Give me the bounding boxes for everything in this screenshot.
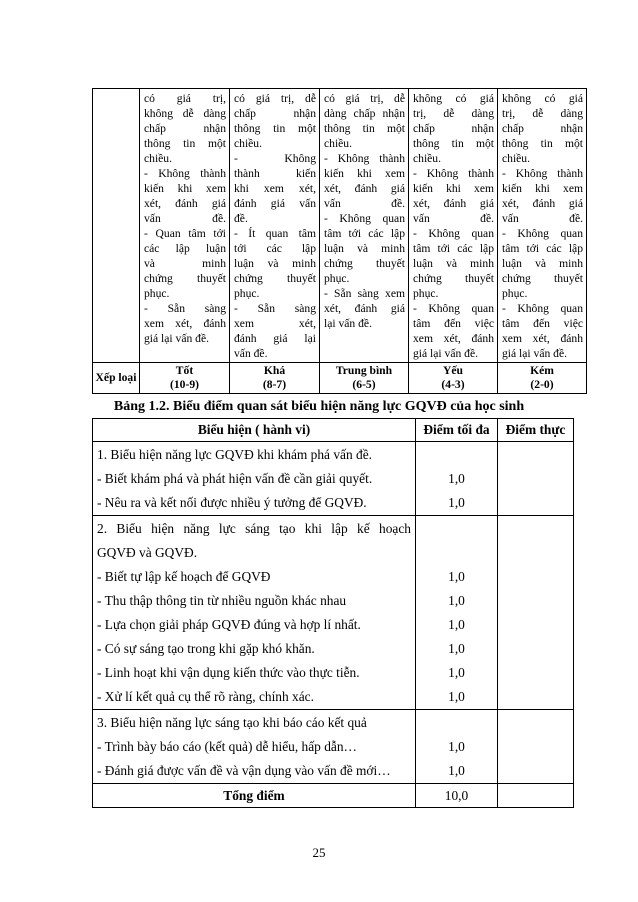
group-actual-score-cell — [498, 442, 574, 516]
rubric-cell-kha — [230, 89, 320, 363]
rating-trung-binh — [320, 363, 409, 394]
rating-tot — [140, 363, 230, 394]
indicator-item: - Linh hoạt khi vận dụng kiến thức vào thực tiễn. — [97, 665, 360, 680]
rubric-cell-tot — [140, 89, 230, 363]
score-spacer — [420, 541, 493, 565]
score-table-header-row — [93, 419, 574, 442]
rubric-line: tâm đến việc — [413, 317, 494, 330]
rubric-line: xét, đánh giá — [324, 302, 405, 315]
group-title-line: 2. Biểu hiện năng lực sáng tạo khi lập kế hoạch — [97, 521, 411, 536]
rubric-line: chứng thuyết — [144, 272, 226, 285]
rubric-line: chiều. — [324, 137, 353, 150]
rubric-line: chấp nhận — [234, 107, 316, 120]
rubric-line: - Không — [234, 152, 316, 165]
rubric-line: luận và minh — [234, 257, 316, 270]
rating-name: Khá — [263, 364, 286, 377]
rubric-line: - Không quan — [413, 302, 494, 315]
rubric-line: phục. — [502, 287, 528, 300]
rating-name: Yếu — [443, 364, 463, 377]
indicator-item: - Biết khám phá và phát hiện vấn đề cần giải quyết. — [97, 471, 373, 486]
rubric-line: tâm tới các lập — [502, 242, 583, 255]
rating-name: Tốt — [175, 364, 194, 377]
rubric-line: xét, đánh giá — [502, 197, 583, 210]
rubric-line: dàng chấp nhận — [324, 107, 405, 120]
rubric-line: trị, dễ dàng — [413, 107, 494, 120]
rubric-line: - Sẵn sàng — [144, 302, 226, 315]
rating-range: (10-9) — [170, 378, 199, 391]
rubric-line: có giá trị, dễ — [324, 92, 405, 105]
score-table-body — [93, 442, 574, 808]
rubric-line: - Ít quan tâm — [234, 227, 316, 240]
rubric-line: - Không quan — [413, 227, 494, 240]
rubric-line: chiều. — [502, 152, 531, 165]
rubric-line: chứng thuyết — [234, 272, 316, 285]
rubric-line: - Quan tâm tới — [144, 227, 226, 240]
rubric-line: xét, đánh giá — [413, 197, 494, 210]
rubric-line: các lập luận — [144, 242, 226, 255]
rubric-cell-yeu — [409, 89, 498, 363]
rubric-line: giá lại vấn đề. — [144, 332, 210, 345]
header-actual-score: Điểm thực — [498, 419, 574, 442]
rubric-cell-trung-binh — [320, 89, 409, 363]
rubric-line: lại vấn đề. — [324, 317, 372, 330]
rubric-line: - Sẵn sàng — [234, 302, 316, 315]
rubric-line: vấn đề. — [413, 212, 494, 225]
indicator-item: - Trình bày báo cáo (kết quả) dễ hiểu, hấp dẫn… — [97, 739, 357, 754]
group-max-score-cell — [416, 442, 498, 516]
header-max-score: Điểm tối đa — [416, 419, 498, 442]
indicator-item: - Biết tự lập kế hoạch để GQVĐ — [97, 569, 271, 584]
max-score-value: 1,0 — [448, 569, 465, 584]
indicator-item: - Xử lí kết quả cụ thể rõ ràng, chính xác. — [97, 689, 314, 704]
total-value: 10,0 — [416, 784, 498, 808]
rubric-line: tâm tới các lập — [324, 227, 405, 240]
rubric-line: - Không quan — [324, 212, 405, 225]
rubric-description-row — [93, 89, 587, 363]
group-max-score-cell — [416, 516, 498, 710]
rubric-line: không dễ dàng — [144, 107, 226, 120]
indicator-item: - Lựa chọn giải pháp GQVĐ đúng và hợp lí nhất. — [97, 617, 361, 632]
rating-name: Kém — [530, 364, 554, 377]
rubric-line: - Không thành — [413, 167, 494, 180]
rubric-line: chiều. — [234, 137, 263, 150]
rating-range: (4-3) — [441, 378, 465, 391]
rubric-line: xem xét, đánh — [502, 332, 583, 345]
rubric-line: chấp nhận — [144, 122, 226, 135]
rubric-line: kiến khi xem — [324, 167, 405, 180]
rating-range: (8-7) — [262, 378, 287, 391]
rubric-line: - Sẵn sàng xem — [324, 287, 405, 300]
rating-range: (2-0) — [530, 378, 554, 391]
rubric-line: thông tin một — [413, 137, 494, 150]
rubric-line: - Không thành — [502, 167, 583, 180]
max-score-value: 1,0 — [448, 495, 465, 510]
rubric-line: đánh giá vấn — [234, 197, 316, 210]
rubric-line: chấp nhận — [502, 122, 583, 135]
rubric-line: tâm đến việc — [502, 317, 583, 330]
rating-kem — [498, 363, 587, 394]
rubric-line: thông tin một — [324, 122, 405, 135]
rubric-line: vấn đề. — [144, 212, 226, 225]
score-group-row — [93, 516, 574, 710]
rubric-line: xem xét, — [234, 317, 316, 330]
max-score-value: 1,0 — [448, 471, 465, 486]
group-actual-score-cell — [498, 516, 574, 710]
rubric-line: khi xem xét, — [234, 182, 316, 195]
rubric-line: thông tin một — [502, 137, 583, 150]
rubric-line: - Không thành — [324, 152, 405, 165]
rubric-line: tới các lập — [234, 242, 316, 255]
rubric-line: luận và minh — [324, 242, 405, 255]
table-caption: Bảng 1.2. Biểu điểm quan sát biểu hiện năng lực GQVĐ của học sinh — [113, 399, 525, 414]
page-number: 25 — [312, 845, 326, 860]
max-score-value: 1,0 — [448, 617, 465, 632]
rubric-line: đề. — [234, 212, 248, 225]
rubric-line: - Không quan — [502, 227, 583, 240]
group-title-line: 1. Biểu hiện năng lực GQVĐ khi khám phá vấn đề. — [97, 447, 373, 462]
rubric-line: chứng thuyết — [413, 272, 494, 285]
rubric-line: kiến khi xem — [144, 182, 226, 195]
rubric-line: luận và minh — [413, 257, 494, 270]
rubric-line: thông tin một — [144, 137, 226, 150]
header-indicator: Biểu hiện ( hành vi) — [93, 419, 416, 442]
rubric-line: thành kiến — [234, 167, 316, 180]
max-score-value: 1,0 — [448, 593, 465, 608]
rubric-line: có giá trị, — [144, 92, 226, 105]
indicator-item: - Có sự sáng tạo trong khi gặp khó khăn. — [97, 641, 315, 656]
rubric-line: phục. — [413, 287, 439, 300]
indicator-item: - Đánh giá được vấn đề và vận dụng vào vấn đề mới… — [97, 763, 391, 778]
rubric-line: và minh — [144, 257, 226, 270]
rubric-line: phục. — [324, 272, 350, 285]
rubric-line: chấp nhận — [413, 122, 494, 135]
rubric-line: kiến khi xem — [502, 182, 583, 195]
total-row — [93, 784, 574, 808]
score-group-row — [93, 710, 574, 784]
rubric-line: xem xét, đánh — [144, 317, 226, 330]
group-title-line: GQVĐ và GQVĐ. — [97, 545, 198, 560]
group-title-line: 3. Biểu hiện năng lực sáng tạo khi báo cáo kết quả — [97, 715, 367, 730]
rubric-line: giá lại vấn đề. — [413, 347, 479, 360]
rubric-line: tâm tới các lập — [413, 242, 494, 255]
max-score-value: 1,0 — [448, 689, 465, 704]
rubric-line: chứng thuyết — [502, 272, 583, 285]
max-score-value: 1,0 — [448, 641, 465, 656]
group-actual-score-cell — [498, 710, 574, 784]
rubric-line: vấn đề. — [234, 347, 268, 360]
rating-range: (6-5) — [352, 378, 376, 391]
rubric-line: có giá trị, dễ — [234, 92, 316, 105]
rubric-line: chiều. — [413, 152, 442, 165]
score-spacer — [420, 443, 493, 467]
score-group-row — [93, 442, 574, 516]
max-score-value: 1,0 — [448, 739, 465, 754]
rubric-line: xét, đánh giá — [324, 182, 405, 195]
rubric-line: vấn đề. — [502, 212, 583, 225]
rubric-line: thông tin một — [234, 122, 316, 135]
score-table — [92, 418, 574, 808]
score-spacer — [420, 517, 493, 541]
rubric-table — [92, 88, 587, 394]
rating-kha — [230, 363, 320, 394]
rubric-line: phục. — [234, 287, 260, 300]
rubric-line: không có giá — [413, 92, 494, 105]
rubric-line: - Không quan — [502, 302, 583, 315]
max-score-value: 1,0 — [448, 763, 465, 778]
rubric-line: trị, dễ dàng — [502, 107, 583, 120]
rating-row — [93, 363, 587, 394]
rubric-line: kiến khi xem — [413, 182, 494, 195]
total-actual-score — [498, 784, 574, 808]
rating-name: Trung bình — [335, 364, 393, 377]
group-description-cell — [93, 516, 416, 710]
rating-yeu — [409, 363, 498, 394]
group-description-cell — [93, 710, 416, 784]
indicator-item: - Thu thập thông tin từ nhiều nguồn khác nhau — [97, 593, 347, 608]
rubric-line: phục. — [144, 287, 170, 300]
indicator-item: - Nêu ra và kết nối được nhiều ý tưởng để GQVĐ. — [97, 495, 367, 510]
rubric-line: luận và minh — [502, 257, 583, 270]
rubric-line: đánh giá lại — [234, 332, 316, 345]
max-score-value: 1,0 — [448, 665, 465, 680]
rubric-line: vấn đề. — [324, 197, 405, 210]
rubric-line: xét, đánh giá — [144, 197, 226, 210]
rubric-cell-kem — [498, 89, 587, 363]
total-label: Tổng điểm — [93, 784, 416, 808]
group-max-score-cell — [416, 710, 498, 784]
rubric-line: giá lại vấn đề. — [502, 347, 568, 360]
rubric-line: chiều. — [144, 152, 173, 165]
rubric-line: - Không thành — [144, 167, 226, 180]
rubric-line: chứng thuyết — [324, 257, 405, 270]
rating-label: Xếp loại — [93, 363, 140, 394]
rubric-line: không có giá — [502, 92, 583, 105]
rubric-line: xem xét, đánh — [413, 332, 494, 345]
score-spacer — [420, 711, 493, 735]
group-description-cell — [93, 442, 416, 516]
rubric-empty-cell — [93, 89, 140, 363]
